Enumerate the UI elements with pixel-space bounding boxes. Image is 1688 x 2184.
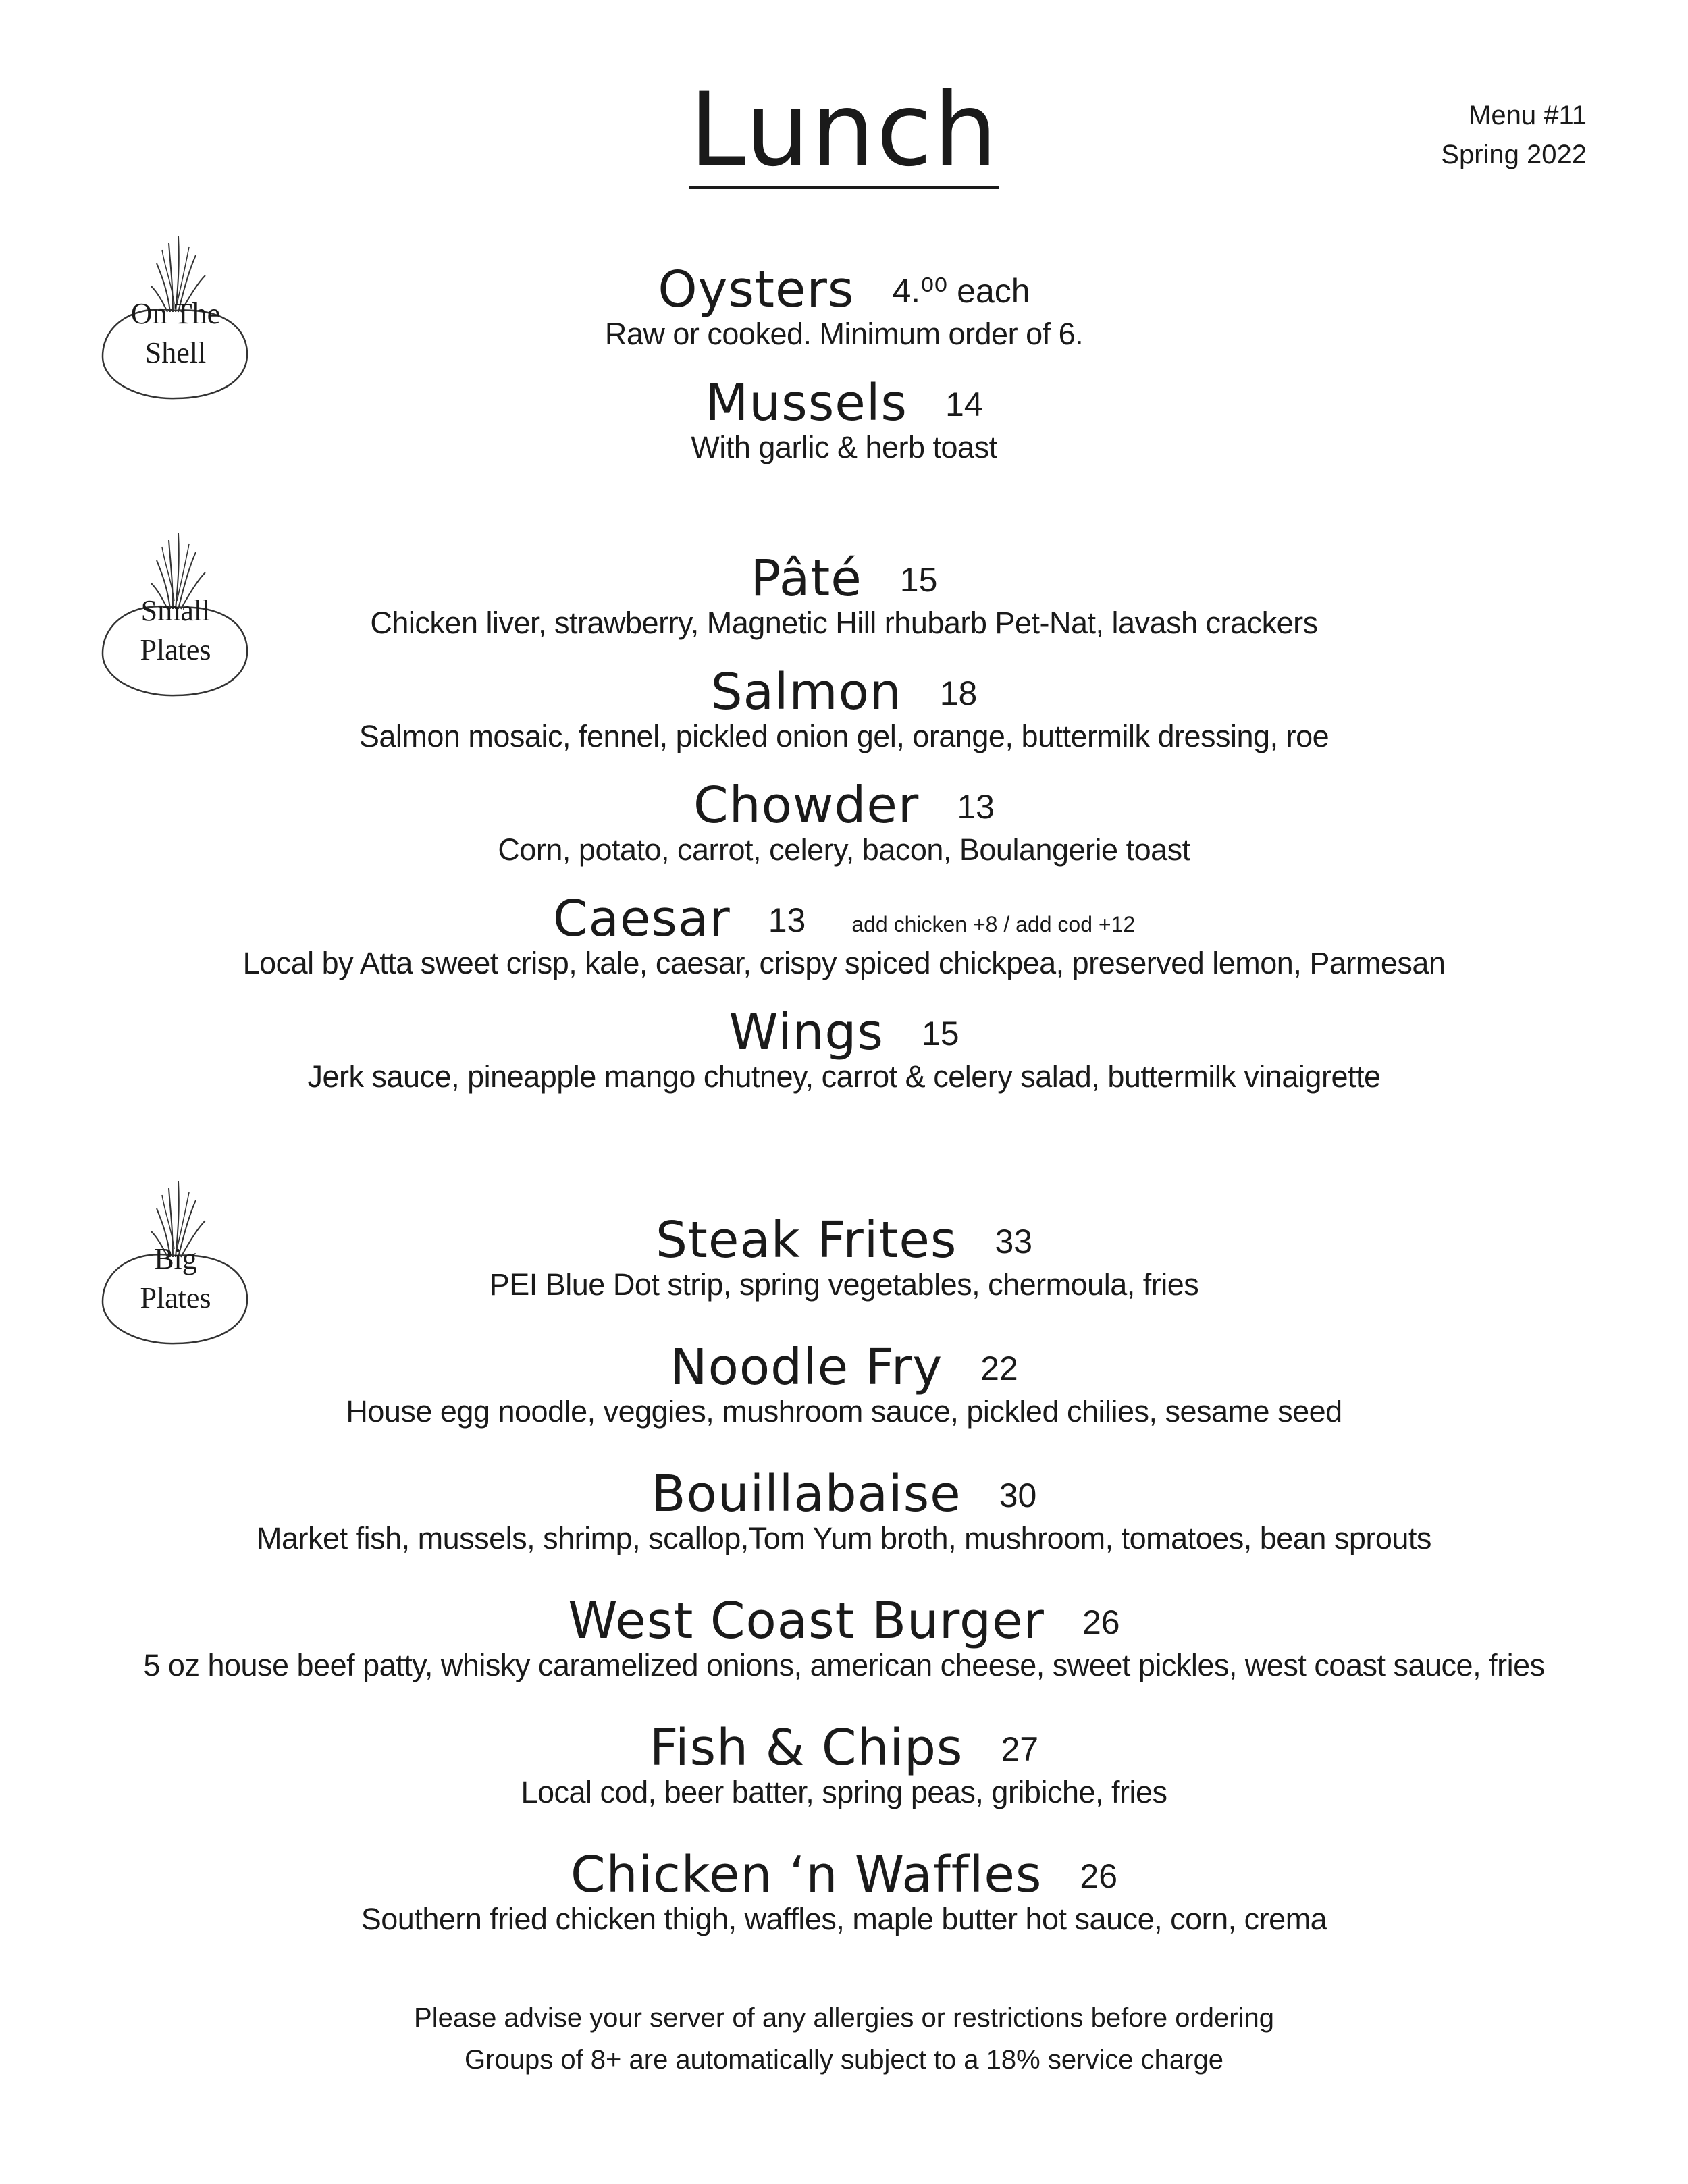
- item-heading: [0, 374, 1688, 432]
- item-name: Wings: [729, 1003, 884, 1061]
- menu-item: [0, 1719, 1688, 1809]
- item-heading: [0, 1211, 1688, 1269]
- item-heading: [0, 550, 1688, 608]
- item-price: 18: [939, 674, 978, 712]
- item-description: 5 oz house beef patty, whisky caramelized onions, american cheese, sweet pickles, west coast sauce, fries: [143, 1648, 1545, 1682]
- item-heading: [0, 663, 1688, 721]
- item-price: 33: [995, 1223, 1033, 1260]
- item-heading: [0, 1592, 1688, 1650]
- item-name: Chicken ‘n Waffles: [570, 1846, 1043, 1904]
- menu-title: [0, 72, 1688, 189]
- item-description: House egg noodle, veggies, mushroom sauce, pickled chilies, sesame seed: [346, 1394, 1342, 1429]
- item-heading: [0, 1719, 1688, 1777]
- menu-season: Spring 2022: [1441, 140, 1587, 169]
- section-label-line: Shell: [144, 336, 207, 369]
- item-description: Corn, potato, carrot, celery, bacon, Boulangerie toast: [498, 832, 1190, 867]
- item-description: Local by Atta sweet crisp, kale, caesar, crispy spiced chickpea, preserved lemon, Parmesan: [242, 946, 1446, 980]
- allergy-notice: Please advise your server of any allergies or restrictions before ordering: [414, 2003, 1274, 2033]
- item-price: 30: [999, 1476, 1037, 1514]
- item-heading: [0, 1465, 1688, 1523]
- item-name: Salmon: [710, 663, 902, 721]
- item-description: Jerk sauce, pineapple mango chutney, carrot & celery salad, buttermilk vinaigrette: [307, 1059, 1381, 1094]
- menu-item: [0, 1465, 1688, 1555]
- item-name: Bouillabaise: [651, 1465, 961, 1523]
- item-description: Local cod, beer batter, spring peas, gribiche, fries: [521, 1775, 1167, 1809]
- menu-item: [0, 1846, 1688, 1936]
- item-heading: [0, 890, 1688, 948]
- item-description: PEI Blue Dot strip, spring vegetables, chermoula, fries: [489, 1267, 1199, 1302]
- item-add-on-note: add chicken +8 / add cod +12: [851, 912, 1136, 936]
- item-description: Southern fried chicken thigh, waffles, maple butter hot sauce, corn, crema: [361, 1902, 1327, 1936]
- item-name: Noodle Fry: [670, 1338, 943, 1396]
- menu-title-text: Lunch: [689, 72, 999, 189]
- service-charge-notice: Groups of 8+ are automatically subject to a 18% service charge: [465, 2045, 1223, 2075]
- item-name: Oysters: [658, 261, 855, 319]
- menu-item: [0, 374, 1688, 464]
- menu-item: [0, 890, 1688, 980]
- item-name: Pâté: [750, 550, 862, 608]
- section-label-line: Big: [154, 1242, 197, 1275]
- item-name: Chowder: [693, 776, 920, 834]
- item-price: 15: [899, 561, 938, 599]
- item-price: 13: [957, 788, 995, 826]
- menu-item: [0, 1211, 1688, 1302]
- item-name: Caesar: [552, 890, 731, 948]
- item-price: 15: [921, 1015, 959, 1053]
- item-heading: [0, 1846, 1688, 1904]
- menu-item: [0, 1338, 1688, 1429]
- item-price: 26: [1082, 1603, 1120, 1641]
- item-price: 22: [980, 1350, 1018, 1387]
- menu-item: [0, 550, 1688, 640]
- item-price: 27: [1001, 1730, 1039, 1768]
- section-label-line: Plates: [140, 633, 211, 666]
- footer-notice: [0, 1997, 1688, 2081]
- item-name: Mussels: [705, 374, 907, 432]
- item-description: Market fish, mussels, shrimp, scallop,Tom Yum broth, mushroom, tomatoes, bean sprouts: [257, 1521, 1431, 1555]
- menu-item: [0, 663, 1688, 753]
- item-heading: [0, 261, 1688, 319]
- item-name: Fish & Chips: [649, 1719, 964, 1777]
- item-description: Chicken liver, strawberry, Magnetic Hill rhubarb Pet-Nat, lavash crackers: [370, 606, 1318, 640]
- item-description: Raw or cooked. Minimum order of 6.: [604, 317, 1084, 351]
- menu-item: [0, 261, 1688, 351]
- item-price: 13: [768, 901, 806, 939]
- section-label-line: Small: [140, 594, 211, 627]
- section-label-line: On The: [130, 297, 221, 330]
- menu-number: Menu #11: [1469, 101, 1587, 130]
- item-description: With garlic & herb toast: [691, 430, 997, 464]
- menu-info: [1441, 96, 1587, 174]
- item-heading: [0, 776, 1688, 834]
- item-name: West Coast Burger: [568, 1592, 1045, 1650]
- item-price: 14: [945, 385, 983, 423]
- menu-item: [0, 776, 1688, 867]
- item-heading: [0, 1003, 1688, 1061]
- item-description: Salmon mosaic, fennel, pickled onion gel, orange, buttermilk dressing, roe: [359, 719, 1329, 753]
- item-heading: [0, 1338, 1688, 1396]
- item-price: 4.⁰⁰ each: [892, 272, 1030, 310]
- item-price: 26: [1080, 1857, 1118, 1895]
- section-label-line: Plates: [140, 1281, 211, 1314]
- item-name: Steak Frites: [655, 1211, 957, 1269]
- menu-item: [0, 1003, 1688, 1094]
- menu-item: [0, 1592, 1688, 1682]
